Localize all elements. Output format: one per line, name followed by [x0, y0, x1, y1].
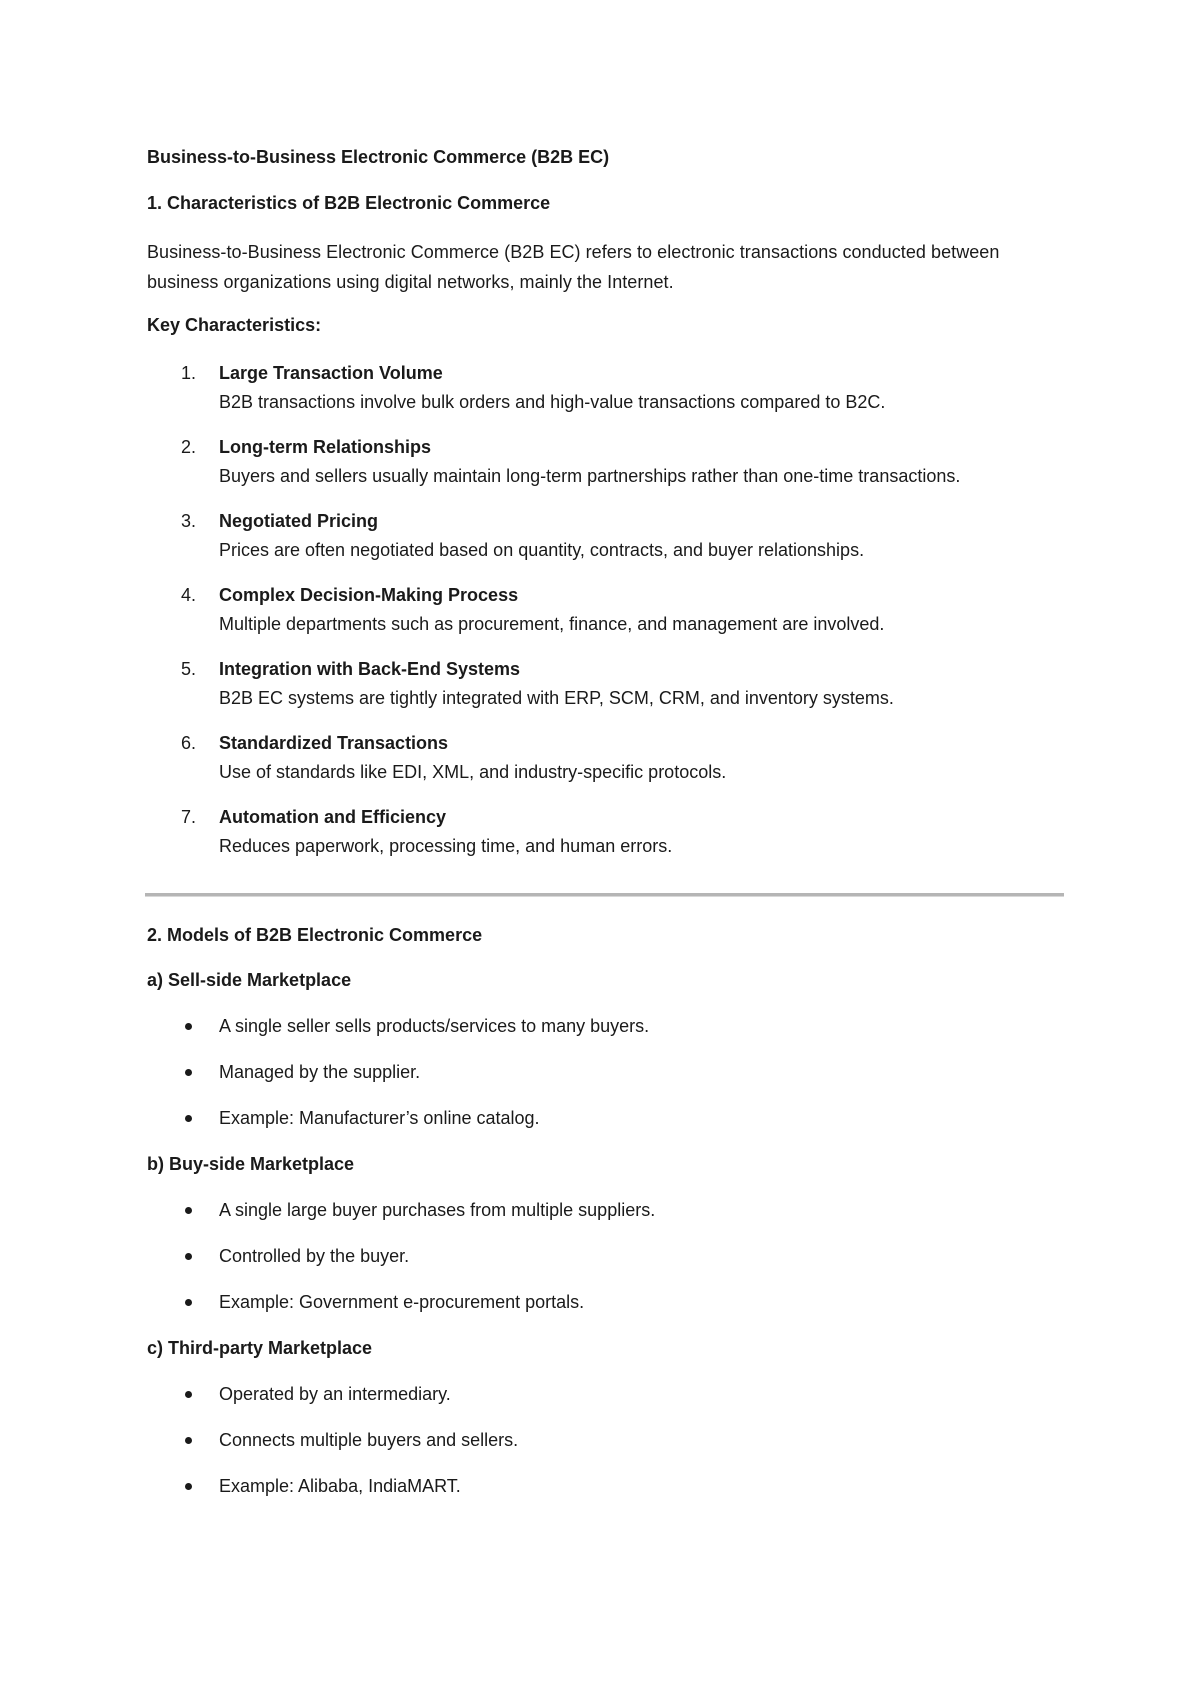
list-item-text: Connects multiple buyers and sellers. [219, 1430, 519, 1450]
item-number: 3. [181, 511, 197, 531]
item-number: 1. [181, 363, 197, 383]
bullet-icon [185, 1483, 192, 1490]
key-characteristics-label: Key Characteristics: [147, 315, 322, 335]
list-item [147, 1015, 1062, 1037]
bullet-icon [185, 1023, 192, 1030]
list-item-text: Example: Manufacturer’s online catalog. [219, 1108, 540, 1128]
list-item-text: A single seller sells products/services to many buyers. [219, 1016, 650, 1036]
item-title: Automation and Efficiency [219, 807, 447, 827]
characteristics-list [147, 359, 1062, 861]
model-heading-sell-side: a) Sell-side Marketplace [147, 970, 352, 990]
bullet-icon [185, 1115, 192, 1122]
list-item [147, 1107, 1062, 1129]
characteristic-item [147, 507, 1062, 565]
model-heading-buy-side: b) Buy-side Marketplace [147, 1154, 355, 1174]
list-item-text: Controlled by the buyer. [219, 1246, 410, 1266]
bullet-icon [185, 1069, 192, 1076]
buy-side-bullets [147, 1199, 1062, 1313]
item-title: Long-term Relationships [219, 437, 432, 457]
list-item [147, 1199, 1062, 1221]
list-item [147, 1475, 1062, 1497]
list-item-text: Operated by an intermediary. [219, 1384, 451, 1404]
third-party-bullets [147, 1383, 1062, 1497]
bullet-icon [185, 1391, 192, 1398]
document-title: Business-to-Business Electronic Commerce (B2B EC) [147, 147, 610, 167]
characteristic-item [147, 581, 1062, 639]
item-description: Use of standards like EDI, XML, and industry-specific protocols. [219, 762, 727, 782]
item-title: Complex Decision-Making Process [219, 585, 519, 605]
item-number: 5. [181, 659, 197, 679]
item-title: Standardized Transactions [219, 733, 449, 753]
horizontal-rule [145, 893, 1064, 897]
item-description: Multiple departments such as procurement, finance, and management are involved. [219, 614, 885, 634]
list-item-text: A single large buyer purchases from multiple suppliers. [219, 1200, 656, 1220]
list-item-text: Managed by the supplier. [219, 1062, 421, 1082]
sell-side-bullets [147, 1015, 1062, 1129]
item-number: 2. [181, 437, 197, 457]
document-page [147, 146, 1062, 1521]
item-number: 6. [181, 733, 197, 753]
item-number: 4. [181, 585, 197, 605]
characteristic-item [147, 433, 1062, 491]
item-title: Large Transaction Volume [219, 363, 443, 383]
bullet-icon [185, 1207, 192, 1214]
item-description: Buyers and sellers usually maintain long-term partnerships rather than one-time transactions. [219, 466, 961, 486]
item-description: B2B transactions involve bulk orders and high-value transactions compared to B2C. [219, 392, 886, 412]
bullet-icon [185, 1253, 192, 1260]
list-item-text: Example: Government e-procurement portals. [219, 1292, 585, 1312]
section-1-heading: 1. Characteristics of B2B Electronic Commerce [147, 193, 551, 213]
list-item [147, 1245, 1062, 1267]
characteristic-item [147, 359, 1062, 417]
list-item [147, 1291, 1062, 1313]
item-description: Reduces paperwork, processing time, and human errors. [219, 836, 673, 856]
characteristic-item [147, 655, 1062, 713]
characteristic-item [147, 729, 1062, 787]
item-title: Negotiated Pricing [219, 511, 379, 531]
bullet-icon [185, 1299, 192, 1306]
list-item-text: Example: Alibaba, IndiaMART. [219, 1476, 461, 1496]
model-heading-third-party: c) Third-party Marketplace [147, 1338, 373, 1358]
item-number: 7. [181, 807, 197, 827]
characteristic-item [147, 803, 1062, 861]
section-2-heading: 2. Models of B2B Electronic Commerce [147, 925, 483, 945]
list-item [147, 1383, 1062, 1405]
list-item [147, 1429, 1062, 1451]
item-title: Integration with Back-End Systems [219, 659, 521, 679]
bullet-icon [185, 1437, 192, 1444]
item-description: Prices are often negotiated based on quantity, contracts, and buyer relationships. [219, 540, 865, 560]
list-item [147, 1061, 1062, 1083]
section-1-intro: Business-to-Business Electronic Commerce (B2B EC) refers to electronic transactions conducted between business organizations using digital networks, mainly the Internet. [147, 242, 1000, 292]
item-description: B2B EC systems are tightly integrated with ERP, SCM, CRM, and inventory systems. [219, 688, 894, 708]
